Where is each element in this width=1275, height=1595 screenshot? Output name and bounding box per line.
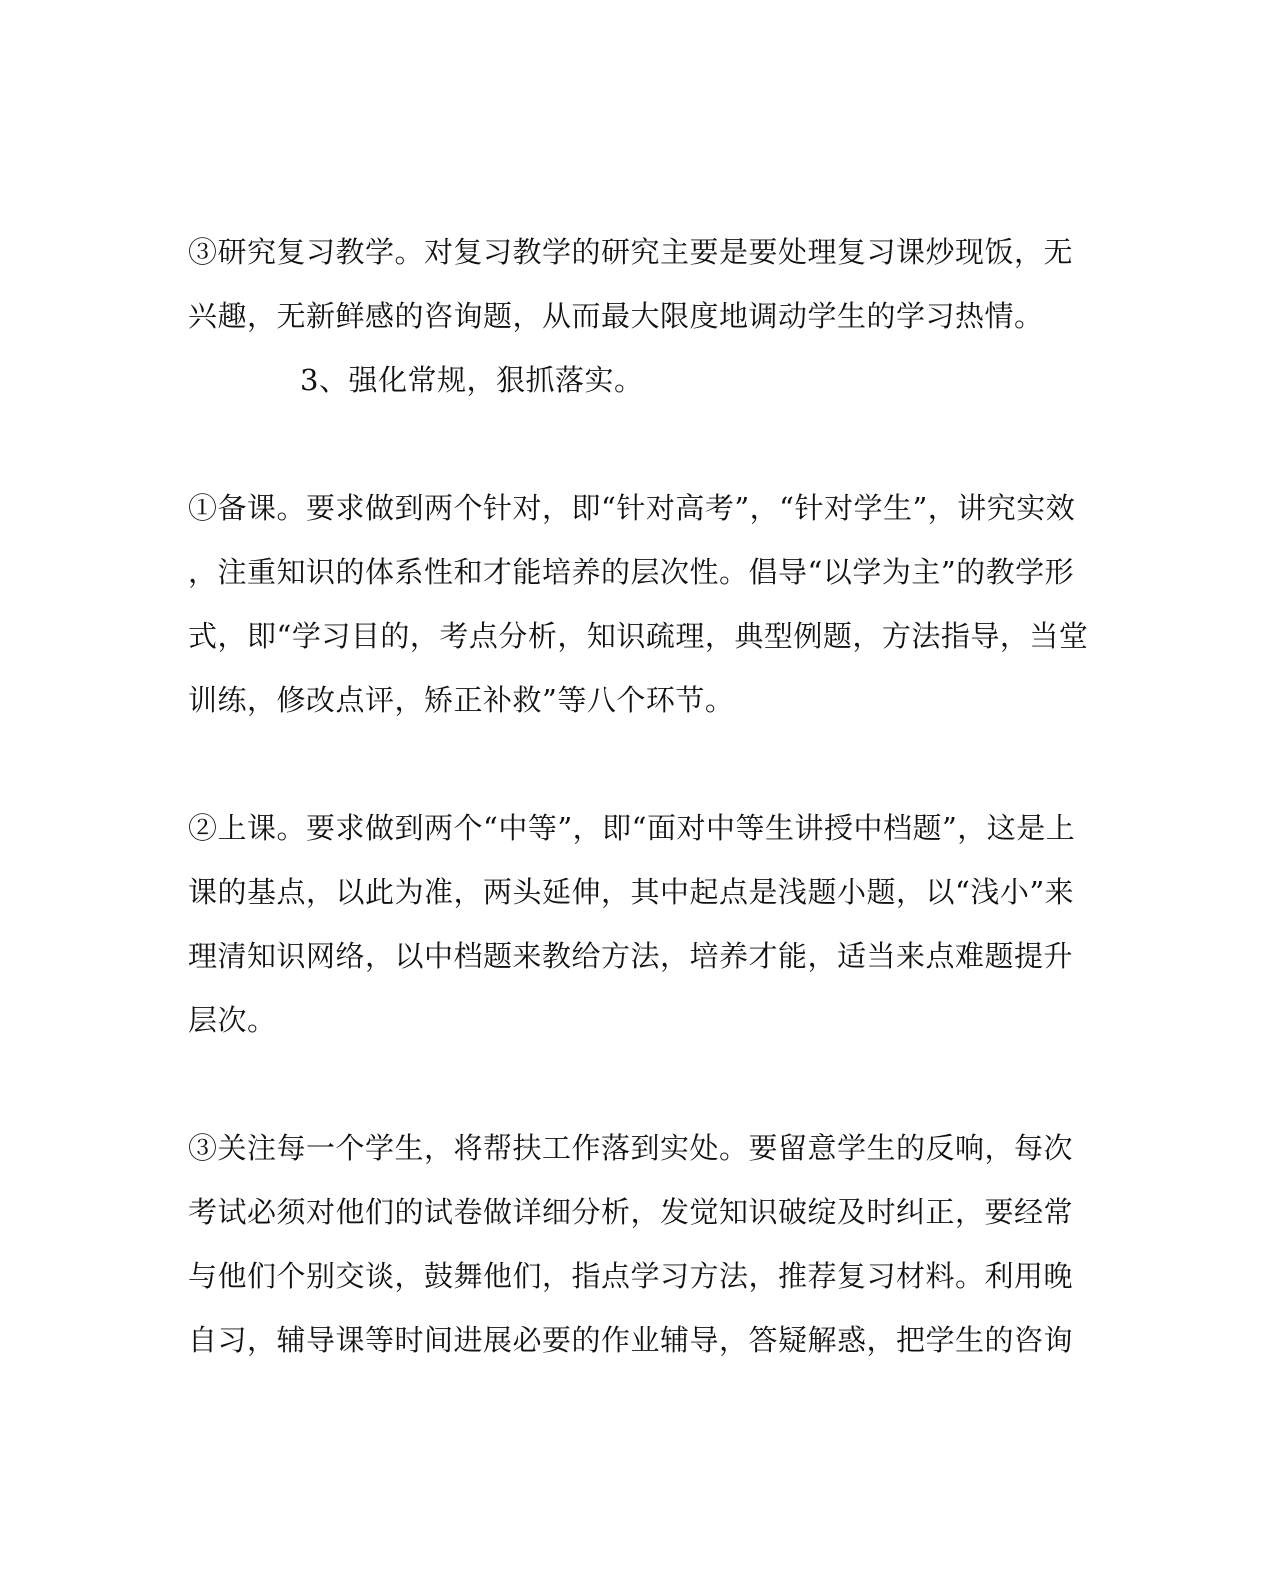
section-heading: 3、强化常规，狠抓落实。 bbox=[300, 363, 644, 397]
text-line: 兴趣，无新鲜感的咨询题，从而最大限度地调动学生的学习热情。 bbox=[188, 299, 1044, 333]
text-line: ③关注每一个学生，将帮扶工作落到实处。要留意学生的反响，每次 bbox=[188, 1131, 1074, 1165]
text-line: 课的基点，以此为准，两头延伸，其中起点是浅题小题，以“浅小”来 bbox=[188, 875, 1075, 909]
text-line: 式，即“学习目的，考点分析，知识疏理，典型例题，方法指导，当堂 bbox=[188, 619, 1089, 653]
text-line: 层次。 bbox=[188, 1003, 277, 1037]
text-line: 与他们个别交谈，鼓舞他们，指点学习方法，推荐复习材料。利用晚 bbox=[188, 1259, 1074, 1293]
text-line: 理清知识网络，以中档题来教给方法，培养才能，适当来点难题提升 bbox=[188, 939, 1074, 973]
text-line: 训练，修改点评，矫正补救”等八个环节。 bbox=[188, 683, 735, 717]
text-line: ②上课。要求做到两个“中等”，即“面对中等生讲授中档题”，这是上 bbox=[188, 811, 1076, 845]
text-line: ①备课。要求做到两个针对，即“针对高考”，“针对学生”，讲究实效 bbox=[188, 491, 1076, 525]
text-line: 考试必须对他们的试卷做详细分析，发觉知识破绽及时纠正，要经常 bbox=[188, 1195, 1074, 1229]
text-line: ，注重知识的体系性和才能培养的层次性。倡导“以学为主”的教学形 bbox=[188, 555, 1075, 589]
text-line: 自习，辅导课等时间进展必要的作业辅导，答疑解惑，把学生的咨询 bbox=[188, 1323, 1074, 1357]
text-line: ③研究复习教学。对复习教学的研究主要是要处理复习课炒现饭，无 bbox=[188, 235, 1074, 269]
